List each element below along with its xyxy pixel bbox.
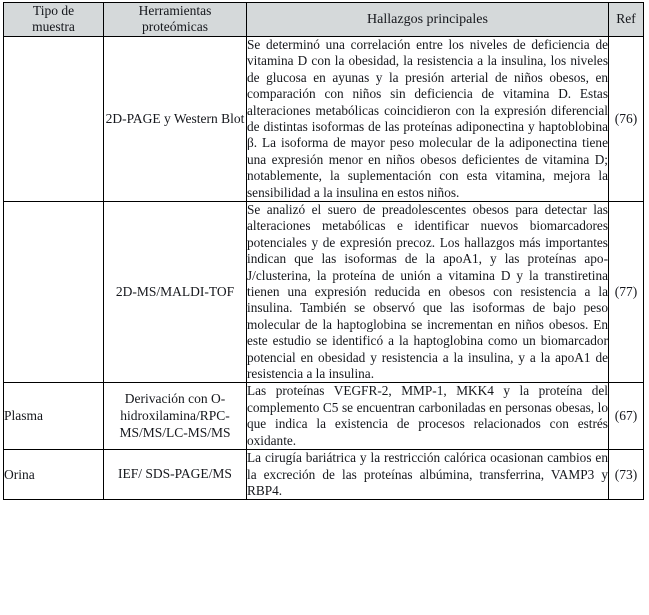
column-header-tipo-muestra [4, 3, 104, 37]
cell-tipo-muestra [4, 36, 104, 201]
column-header-tipo-line1: Tipo de [32, 3, 75, 18]
column-header-hallazgos: Hallazgos principales [247, 3, 609, 37]
hallazgos-paragraph: Se determinó una correlación entre los niveles de deficiencia de vitamina D con la obesidad, la resistencia a la insulina, los niveles de glucosa en ayunas y la presión arterial de niños obesos, en comparación con niños sin deficiencia de vitamina D. Estas alteraciones metabólicas coincidieron con la expresión diferencial de distintas isoformas de las proteínas adiponectina y haptoblobina β. La isoforma de mayor peso molecular de la adiponectina tiene una expresión menor en niños obesos deficientes de vitamina D; notablemente, la suplementación con esta vitamina, mejora la sensibilidad a la insulina en estos niños. [247, 36, 608, 200]
table-row [4, 450, 644, 500]
proteomics-table-container [3, 2, 643, 500]
column-header-herramientas-line1: Herramientas [138, 3, 212, 18]
column-header-ref: Ref [609, 3, 644, 37]
cell-hallazgos [247, 36, 609, 201]
cell-tipo-muestra [4, 202, 104, 383]
column-header-tipo-line2: muestra [32, 19, 75, 35]
cell-tipo-muestra: Orina [4, 450, 104, 500]
cell-ref: (77) [609, 202, 644, 383]
cell-herramientas: Derivación con O-hidroxilamina/RPC-MS/MS/LC-MS/MS [104, 383, 247, 450]
cell-herramientas: 2D-PAGE y Western Blot [104, 36, 247, 201]
hallazgos-paragraph: La cirugía bariátrica y la restricción calórica ocasionan cambios en la excreción de las proteínas albúmina, transferrina, VAMP3 y RBP4. [247, 450, 608, 498]
cell-ref: (67) [609, 383, 644, 450]
cell-hallazgos [247, 383, 609, 450]
column-header-herramientas-line2: proteómicas [142, 19, 208, 35]
cell-tipo-muestra: Plasma [4, 383, 104, 450]
table-header [4, 3, 644, 37]
cell-herramientas: IEF/ SDS-PAGE/MS [104, 450, 247, 500]
hallazgos-paragraph: Se analizó el suero de preadolescentes obesos para detectar las alteraciones metabólicas e identificar nuevos biomarcadores potenciales y de expresión precoz. Los hallazgos más importantes indican que las isoformas de la apoA1, y las proteínas apo-J/clusterina, la proteína de unión a vitamina D y la transtiretina tienen una expresión reducida en obesos con resistencia a la insulina. También se observó que las isoformas de bajo peso molecular de la haptoglobina se incrementan en niños obesos. En este estudio se identificó a la haptoglobina como un biomarcador potencial en obesidad y resistencia a la insulina, y a la apoA1 de resistencia a la insulina. [247, 202, 608, 382]
proteomics-table [3, 2, 644, 500]
cell-herramientas: 2D-MS/MALDI-TOF [104, 202, 247, 383]
cell-ref: (76) [609, 36, 644, 201]
hallazgos-paragraph: Las proteínas VEGFR-2, MMP-1, MKK4 y la proteína del complemento C5 se encuentran carboniladas en personas obesas, lo que indica la existencia de procesos relacionados con estrés oxidante. [247, 383, 608, 448]
table-header-row [4, 3, 644, 37]
cell-hallazgos [247, 202, 609, 383]
table-row [4, 202, 644, 383]
table-row [4, 36, 644, 201]
table-body [4, 36, 644, 499]
cell-ref: (73) [609, 450, 644, 500]
table-row [4, 383, 644, 450]
column-header-herramientas [104, 3, 247, 37]
cell-hallazgos [247, 450, 609, 500]
